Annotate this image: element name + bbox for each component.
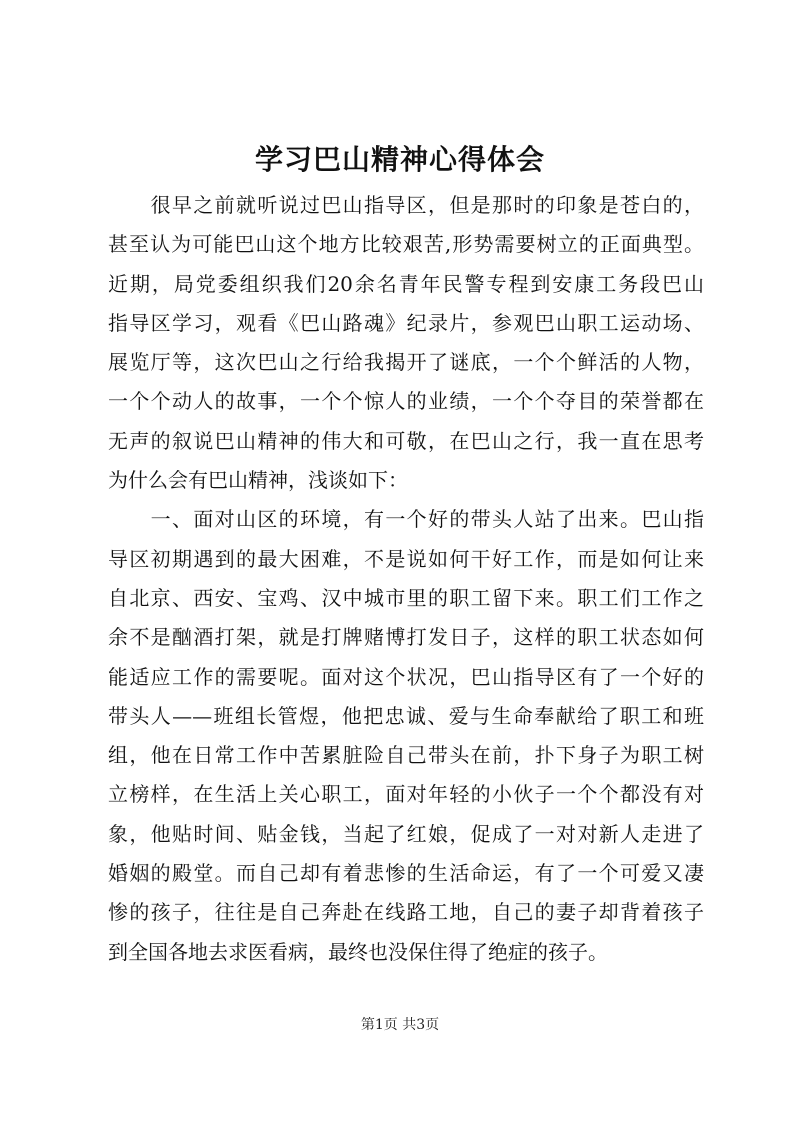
text-line: 立榜样，在生活上关心职工，面对年轻的小伙子一个个都没有对	[108, 782, 704, 807]
text-line: 组，他在日常工作中苦累脏险自己带头在前，扑下身子为职工树	[108, 743, 704, 768]
body-text	[108, 186, 704, 972]
text-line: 指导区学习，观看《巴山路魂》纪录片，参观巴山职工运动场、	[108, 310, 704, 335]
text-line: 无声的叙说巴山精神的伟大和可敬，在巴山之行，我一直在思考	[108, 428, 704, 453]
page-number: 第1页 共3页	[360, 1017, 440, 1033]
text-line: 一、面对山区的环境，有一个好的带头人站了出来。巴山指	[108, 507, 704, 532]
text-line: 惨的孩子，往往是自己奔赴在线路工地，自己的妻子却背着孩子	[108, 900, 704, 925]
text-line: 导区初期遇到的最大困难，不是说如何干好工作，而是如何让来	[108, 546, 704, 571]
text-line: 能适应工作的需要呢。面对这个状况，巴山指导区有了一个好的	[108, 664, 704, 689]
text-line: 婚姻的殿堂。而自己却有着悲惨的生活命运，有了一个可爱又凄	[108, 861, 704, 886]
text-line: 很早之前就听说过巴山指导区，但是那时的印象是苍白的，	[108, 193, 704, 217]
text-line: 近期，局党委组织我们20余名青年民警专程到安康工务段巴山	[108, 271, 704, 296]
text-line: 自北京、西安、宝鸡、汉中城市里的职工留下来。职工们工作之	[108, 585, 704, 610]
text-line: 带头人——班组长管煜，他把忠诚、爱与生命奉献给了职工和班	[108, 703, 704, 728]
text-line: 余不是酗酒打架，就是打牌赌博打发日子，这样的职工状态如何	[108, 625, 704, 650]
text-line: 一个个动人的故事，一个个惊人的业绩，一个个夺目的荣誉都在	[108, 389, 704, 414]
text-line: 甚至认为可能巴山这个地方比较艰苦,形势需要树立的正面典型。	[108, 232, 704, 257]
text-line: 到全国各地去求医看病，最终也没保住得了绝症的孩子。	[108, 939, 608, 964]
text-line: 为什么会有巴山精神，浅谈如下：	[108, 468, 408, 493]
text-line: 展览厅等，这次巴山之行给我揭开了谜底，一个个鲜活的人物，	[108, 350, 704, 375]
text-line: 象，他贴时间、贴金钱，当起了红娘，促成了一对对新人走进了	[108, 821, 704, 846]
page-title: 学习巴山精神心得体会	[254, 143, 545, 176]
